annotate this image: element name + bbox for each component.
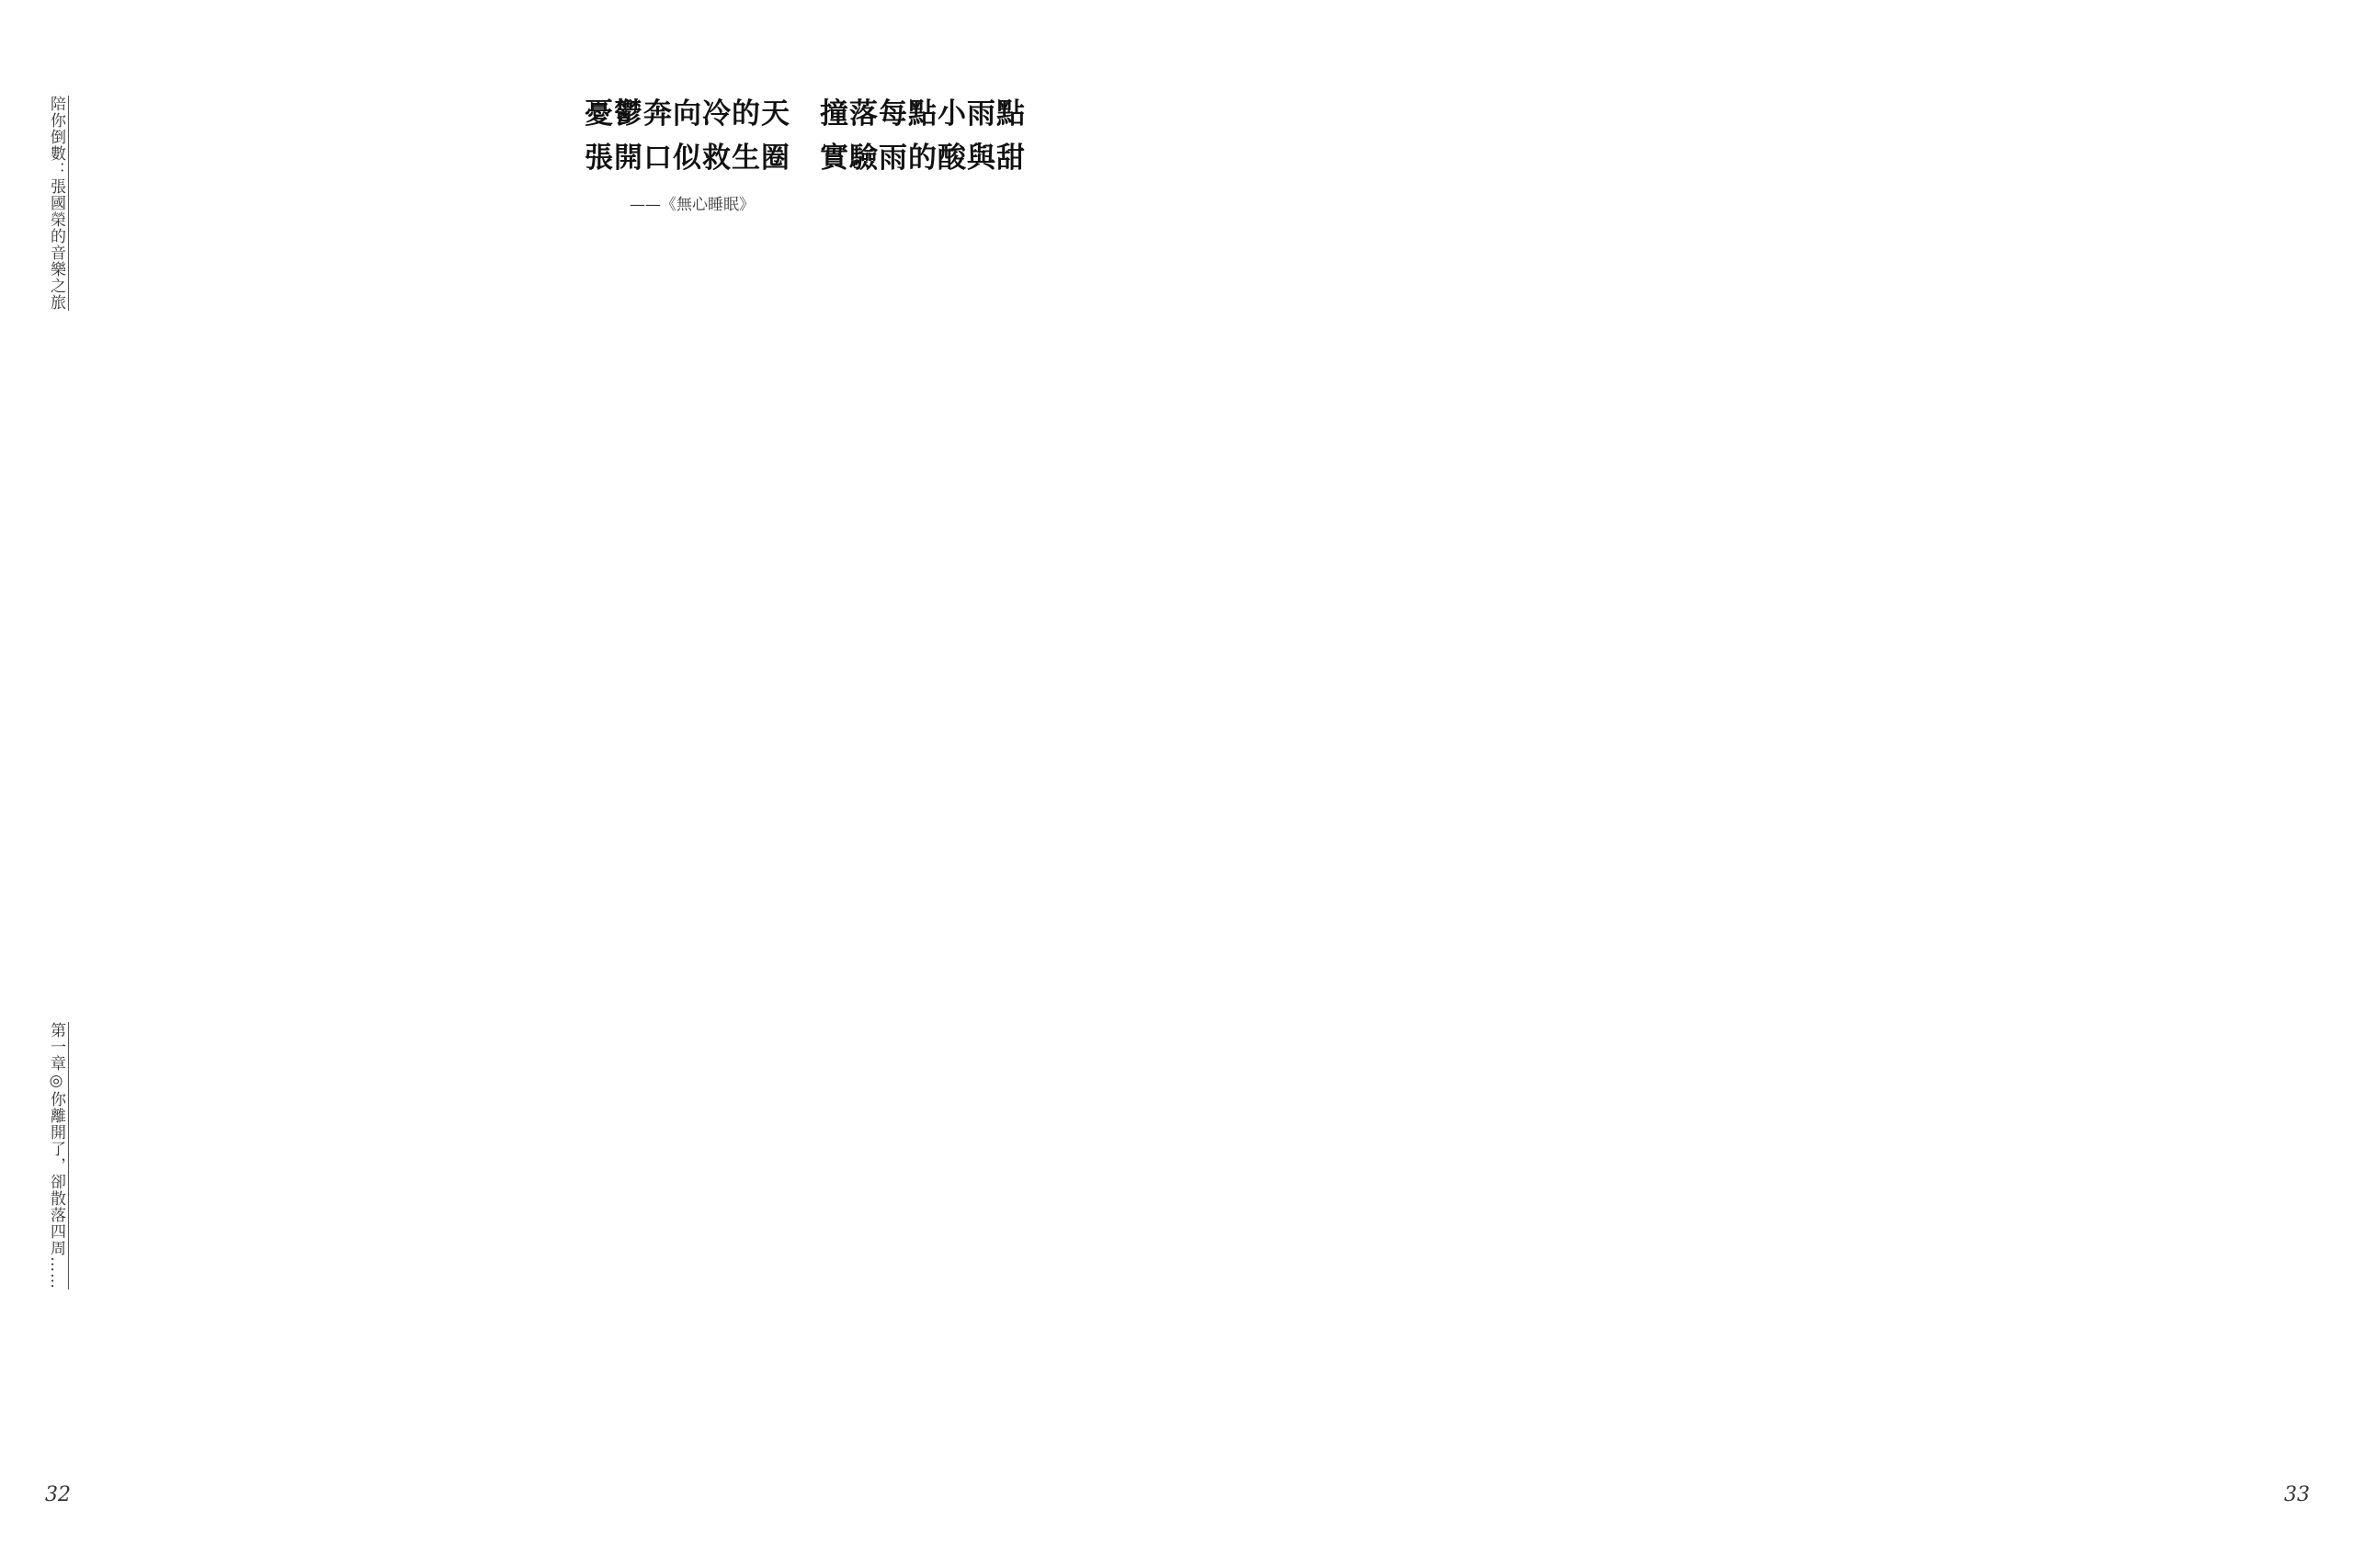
epigraph-line-1b: 撞落每點小雨點 xyxy=(820,97,1026,131)
epigraph-line-1 xyxy=(585,92,1099,136)
epigraph xyxy=(585,92,1099,180)
page-number-right: 33 xyxy=(2284,1483,2310,1506)
running-head-book-title: 陪你倒數：張國榮的音樂之旅 xyxy=(47,96,69,311)
epigraph-line-2a: 張開口似救生圈 xyxy=(585,142,790,175)
running-head-chapter-title: 第一章◎你離開了，卻散落四周…… xyxy=(47,1022,69,1290)
epigraph-line-2 xyxy=(585,136,1099,180)
epigraph-source: ——《無心睡眠》 xyxy=(630,196,755,214)
left-page xyxy=(0,0,1176,1568)
epigraph-line-2b: 實驗雨的酸與甜 xyxy=(820,142,1026,175)
epigraph-line-1a: 憂鬱奔向冷的天 xyxy=(585,97,790,131)
page-number-left: 32 xyxy=(45,1483,71,1506)
right-page xyxy=(1176,0,2353,1568)
